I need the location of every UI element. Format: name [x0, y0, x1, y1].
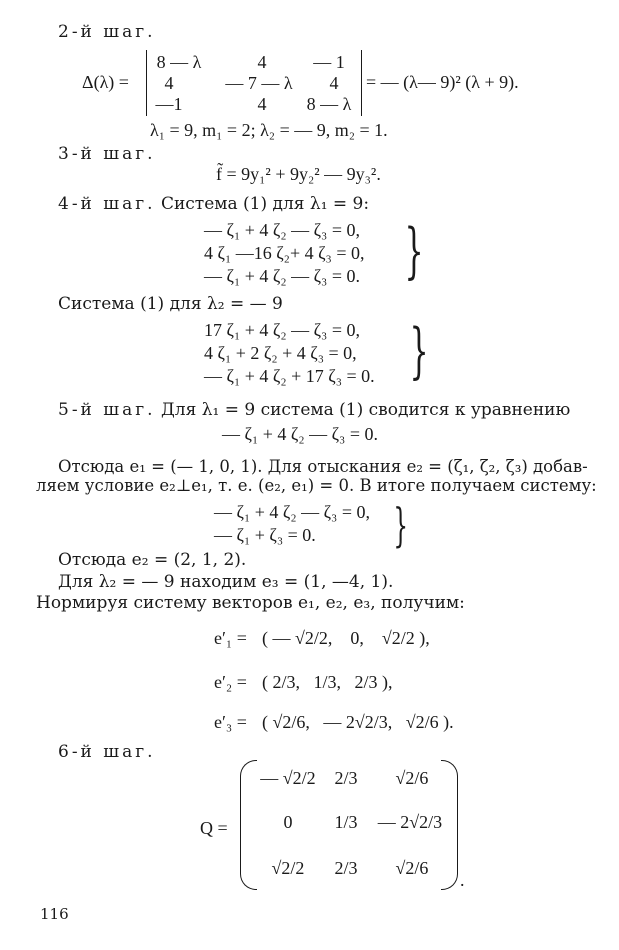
q-cell: √2/2	[271, 858, 305, 878]
vector1-lhs: e′₁ =	[214, 628, 247, 648]
step5-e2: Отсюда e₂ = (2, 1, 2).	[58, 550, 247, 570]
sys2-row: — ζ₁ + 4 ζ₂ + 17 ζ₃ = 0.	[204, 366, 375, 386]
sys1-row: — ζ₁ + 4 ζ₂ — ζ₃ = 0,	[204, 220, 360, 240]
step5-norm: Нормируя систему векторов e₁, e₂, e₃, получим:	[36, 593, 465, 613]
right-brace: }	[409, 316, 429, 386]
q-cell: — √2/2	[260, 768, 316, 788]
det-cell: 4	[329, 73, 339, 93]
sys3-row: — ζ₁ + ζ₃ = 0.	[214, 525, 316, 545]
v2-comp: 1/3	[313, 672, 337, 692]
step5-para1: Отсюда e₁ = (— 1, 0, 1). Для отыскания e₂ = (ζ₁, ζ₂, ζ₃) добав-	[58, 457, 588, 476]
det-cell: 4	[257, 52, 267, 72]
q-matrix	[240, 760, 458, 890]
q-lhs: Q =	[200, 818, 228, 838]
q-cell: 2/3	[334, 768, 358, 788]
determinant	[146, 50, 362, 116]
step4-line	[58, 194, 369, 214]
right-brace: }	[393, 498, 408, 552]
v3-comp: √2/6	[272, 712, 306, 732]
q-cell: 2/3	[334, 858, 358, 878]
delta-rhs: = — (λ— 9)² (λ + 9).	[366, 72, 519, 92]
det-cell: 8 — λ	[156, 52, 202, 72]
v1-comp: 0	[350, 628, 360, 648]
det-cell: 8 — λ	[306, 94, 352, 114]
sys1-row: — ζ₁ + 4 ζ₂ — ζ₃ = 0.	[204, 266, 360, 286]
step5-heading: 5-й шаг.	[58, 400, 156, 420]
q-cell: √2/6	[395, 858, 429, 878]
q-cell: 0	[283, 812, 293, 832]
v3-comp: √2/6	[405, 712, 439, 732]
vector3-lhs: e′₃ =	[214, 712, 247, 732]
roots-line: λ₁ = 9, m₁ = 2; λ₂ = — 9, m₂ = 1.	[150, 120, 388, 140]
sys2-row: 17 ζ₁ + 4 ζ₂ — ζ₃ = 0,	[204, 320, 360, 340]
det-cell: — 7 — λ	[225, 73, 293, 93]
sys1-row: 4 ζ₁ —16 ζ₂+ 4 ζ₃ = 0,	[204, 243, 365, 263]
det-cell: 4	[257, 94, 267, 114]
step4-intro1: Система (1) для λ₁ = 9:	[160, 194, 370, 214]
step4-intro2: Система (1) для λ₂ = — 9	[58, 294, 283, 314]
step5-eq: — ζ₁ + 4 ζ₂ — ζ₃ = 0.	[222, 424, 378, 444]
page-number: 116	[40, 905, 69, 923]
det-cell: —1	[155, 94, 183, 114]
vector1-components: ( — √2/2, 0, √2/2 ),	[262, 628, 430, 648]
quadratic-form: f̃ = 9y₁² + 9y₂² — 9y₃².	[216, 164, 381, 184]
q-cell: 1/3	[334, 812, 358, 832]
det-cell: 4	[164, 73, 174, 93]
right-brace: }	[404, 216, 424, 286]
vector2-components: ( 2/3, 1/3, 2/3 ),	[262, 672, 393, 692]
sys2-row: 4 ζ₁ + 2 ζ₂ + 4 ζ₃ = 0,	[204, 343, 357, 363]
step2-heading: 2-й шаг.	[58, 22, 156, 42]
sys3-row: — ζ₁ + 4 ζ₂ — ζ₃ = 0,	[214, 502, 370, 522]
vector2-lhs: e′₂ =	[214, 672, 247, 692]
det-cell: — 1	[313, 52, 345, 72]
delta-lhs: Δ(λ) =	[82, 72, 129, 92]
q-cell: — 2√2/3	[377, 812, 443, 832]
v1-comp: — √2/2	[272, 628, 328, 648]
matrix-period: .	[460, 870, 465, 890]
step5-para2: ляем условие e₂⊥e₁, т. е. (e₂, e₁) = 0. В итоге получаем систему:	[36, 476, 597, 495]
v1-comp: √2/2	[381, 628, 415, 648]
v2-comp: 2/3	[354, 672, 378, 692]
vector3-components: ( √2/6, — 2√2/3, √2/6 ).	[262, 712, 454, 732]
step4-heading: 4-й шаг.	[58, 194, 156, 214]
left-paren	[240, 760, 257, 890]
step6-heading: 6-й шаг.	[58, 742, 156, 762]
v3-comp: — 2√2/3	[323, 712, 388, 732]
step5-line	[58, 400, 570, 420]
step3-heading: 3-й шаг.	[58, 144, 156, 164]
step5-e3: Для λ₂ = — 9 находим e₃ = (1, —4, 1).	[58, 572, 394, 592]
v2-comp: 2/3	[272, 672, 296, 692]
q-cell: √2/6	[395, 768, 429, 788]
step5-text1: Для λ₁ = 9 система (1) сводится к уравнению	[160, 400, 571, 420]
